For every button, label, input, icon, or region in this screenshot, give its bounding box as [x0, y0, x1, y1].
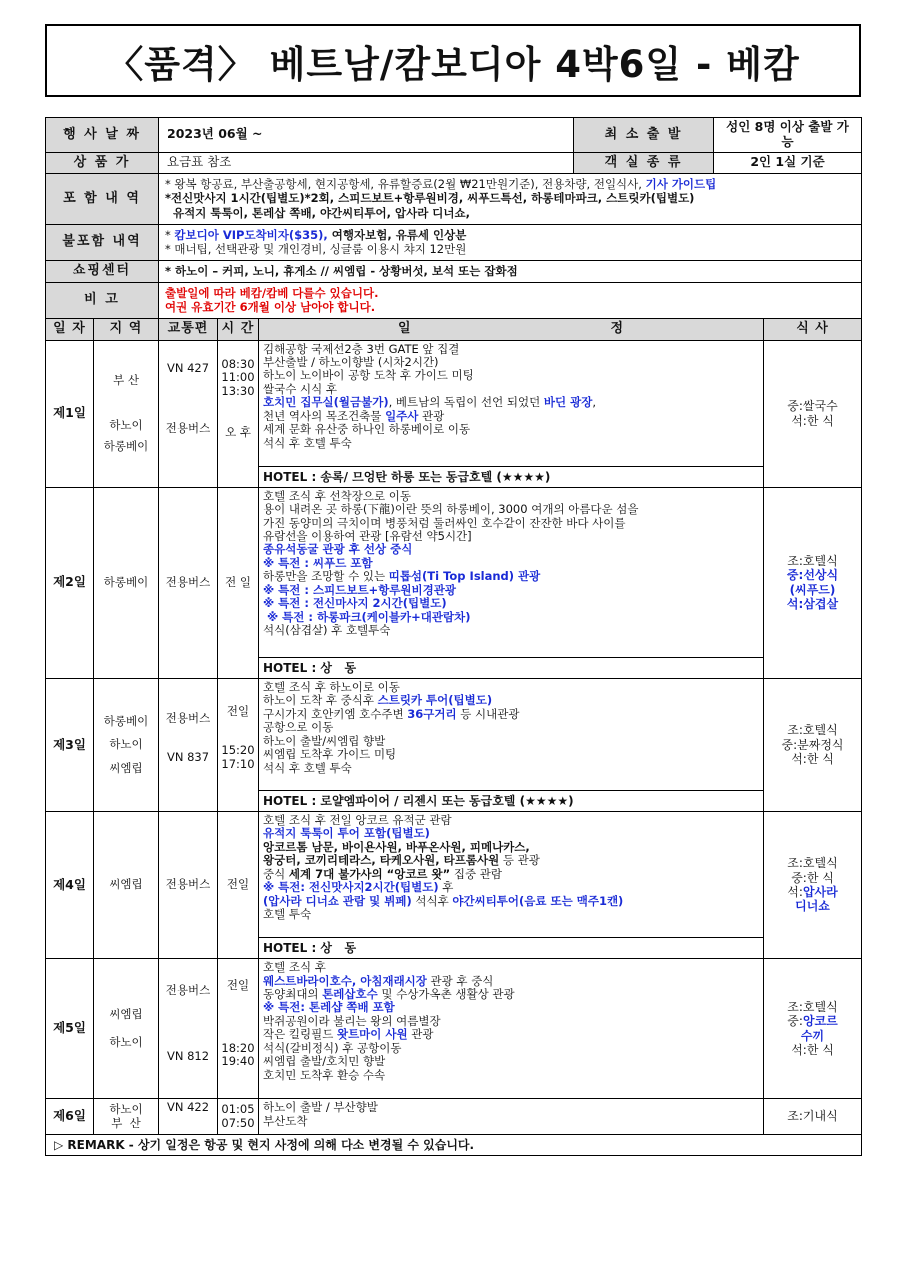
day-label: 제4일 [46, 811, 94, 958]
flight-number: VN 427 [166, 361, 210, 376]
time-cell [218, 678, 259, 811]
shop-label: 쇼핑센터 [46, 260, 159, 282]
day-row-5 [46, 959, 862, 1099]
note-line-1: 출발일에 따라 베캄/캄베 다를수 있습니다. [165, 285, 379, 300]
schedule-line: 용이 내려온 곳 하롱(下龍)이란 뜻의 하롱베이, 3000 여개의 아름다운 섬을 [263, 502, 639, 517]
meal-item: 조:호텔식 [787, 999, 838, 1014]
day-row-3 [46, 678, 862, 790]
info-row-price [46, 152, 862, 173]
meal-item: (씨푸드) [789, 582, 836, 597]
time-value: 13:30 [221, 383, 255, 398]
schedule-line: 석식 후 호텔 투숙 [263, 435, 352, 450]
hotel-line: HOTEL : 상 동 [259, 657, 764, 678]
meal-item: 조:호텔식 [787, 856, 838, 871]
time-value: 19:40 [221, 1054, 255, 1069]
meal-item: 석:삼겹살 [786, 597, 839, 612]
meal-item: 석:한 식 [791, 1043, 834, 1058]
schedule-line: 천년 역사의 목조건축물 일주사 관광 [263, 408, 445, 423]
meal-item: 디너쇼 [795, 899, 830, 914]
schedule-line: ※ 특전 : 전신마사지 2시간(팁별도) [263, 596, 447, 611]
exclude-line-1-a: * [165, 227, 175, 242]
schedule-line: 호텔 조식 후 선착장으로 이동 [263, 488, 411, 503]
transport-cell [159, 340, 218, 487]
include-line-2: *전신맛사지 1시간(팁별도)*2회, 스피드보트+항루원비경, 씨푸드특선, 하롱테마파크, 스트릿카(팁별도) [165, 191, 695, 206]
schedule-cell [259, 340, 764, 466]
schedule-line: 쌀국수 시식 후 [263, 381, 337, 396]
schedule-line: 가진 동양미의 극치이며 병풍처럼 둘러싸인 호수같이 잔잔한 바다 사이를 [263, 515, 626, 530]
shop-value: * 하노이 – 커피, 노니, 휴게소 // 씨엠립 - 상황버섯, 보석 또는 잡화점 [159, 260, 862, 282]
schedule-cell [259, 678, 764, 790]
time-value: 전일 [218, 811, 259, 958]
meal-item: 석:압사라 [787, 885, 838, 900]
hotel-line: HOTEL : 송록/ 므엉탄 하롱 또는 동급호텔 (★★★★) [259, 466, 764, 487]
meal-item: 중:분짜정식 [781, 737, 844, 752]
transport-mode: 전용버스 [165, 710, 211, 725]
meal-cell [764, 487, 862, 678]
meal-item: 석:한 식 [791, 413, 834, 428]
day-label: 제6일 [46, 1099, 94, 1135]
day-row-2 [46, 487, 862, 657]
time-value: 18:20 [221, 1041, 255, 1056]
schedule-line: 씨엠립 도착후 가이드 미팅 [263, 747, 397, 762]
column-header-row [46, 318, 862, 340]
region-name: 하노이 [109, 417, 143, 432]
schedule-line: 하롱만을 조망할 수 있는 띠톱섬(Ti Top Island) 관광 [263, 569, 541, 584]
schedule-line: 부산출발 / 하노이향발 (시차2시간) [263, 354, 439, 369]
col-meal: 식 사 [764, 318, 862, 340]
region-name: 하롱베이 [103, 714, 149, 729]
region-cell [94, 340, 159, 487]
time-value: 15:20 [221, 743, 255, 758]
exclude-label: 불포함 내역 [46, 224, 159, 260]
meal-item: 조:호텔식 [787, 723, 838, 738]
time-cell [218, 1099, 259, 1135]
time-value: 전 일 [218, 487, 259, 678]
day-label: 제5일 [46, 959, 94, 1099]
meal-cell [764, 959, 862, 1099]
note-line-2: 여권 유효기간 6개월 이상 남아야 합니다. [165, 300, 376, 314]
meal-cell [764, 340, 862, 487]
schedule-line: 석식 후 호텔 투숙 [263, 760, 352, 775]
meal-item: 조:기내식 [764, 1099, 862, 1135]
schedule-cell [259, 959, 764, 1099]
meal-cell [764, 678, 862, 811]
meal-item: 수끼 [800, 1028, 825, 1043]
schedule-line: 하노이 출발/씨엠립 향발 [263, 733, 386, 748]
time-value: 01:05 [221, 1102, 255, 1117]
region-name: 씨엠립 [109, 1007, 143, 1022]
room-label: 객 실 종 류 [574, 152, 714, 173]
schedule-line: 호텔 조식 후 전일 앙코르 유적군 관람 [263, 812, 452, 827]
info-row-include [46, 173, 862, 224]
schedule-line: 세계 문화 유산중 하나인 하롱베이로 이동 [263, 422, 471, 437]
col-transport: 교통편 [159, 318, 218, 340]
transport-mode: 전용버스 [159, 487, 218, 678]
schedule-line: 앙코르톰 남문, 바이욘사원, 바푸온사원, 피메나카스, [263, 839, 530, 854]
meal-item: 석:한 식 [791, 752, 834, 767]
schedule-line: 하노이 출발 / 부산향발 [263, 1100, 378, 1115]
schedule-line: 동양최대의 톤레삽호수 및 수상가옥촌 생활상 관광 [263, 987, 515, 1002]
schedule-line: 종유석동굴 관광 후 선상 중식 [263, 542, 413, 557]
schedule-line: ※ 특전 : 하롱파크(케이블카+대관람차) [263, 609, 471, 624]
exclude-list [159, 224, 862, 260]
schedule-line: 호텔 투숙 [263, 907, 312, 922]
meal-item: 중:선상식 [786, 568, 839, 583]
flight-number: VN 422 [159, 1099, 218, 1135]
schedule-line: 씨엠립 출발/호치민 향발 [263, 1054, 386, 1069]
schedule-cell [259, 811, 764, 937]
time-cell [218, 959, 259, 1099]
col-schedule: 일 정 [259, 318, 764, 340]
info-row-note [46, 282, 862, 318]
info-row-shopping [46, 260, 862, 282]
schedule-line: 구시가지 호안키엠 호수주변 36구거리 등 시내관광 [263, 706, 520, 721]
time-value: 07:50 [221, 1115, 255, 1130]
exclude-line-1-b: 여행자보험, 유류세 인상분 [327, 227, 467, 242]
meal-cell [764, 811, 862, 958]
schedule-cell [259, 1099, 764, 1135]
schedule-line: 유적지 툭툭이 투어 포함(팁별도) [263, 826, 430, 841]
hotel-line: HOTEL : 로얄엠파이어 / 리젠시 또는 동급호텔 (★★★★) [259, 790, 764, 811]
region-name: 부 산 [113, 372, 139, 387]
time-value: 오 후 [225, 424, 251, 439]
schedule-line: 박쥐공원이라 불리는 왕의 여름별장 [263, 1013, 441, 1028]
schedule-line: 호치민 집무실(월금불가), 베트남의 독립이 선언 되었던 바딘 광장, [263, 395, 596, 410]
schedule-line: 작은 킬링필드 왓트마이 사원 관광 [263, 1027, 434, 1042]
schedule-cell [259, 487, 764, 657]
region-name: 씨엠립 [109, 760, 143, 775]
day-label: 제1일 [46, 340, 94, 487]
price-value: 요금표 참조 [159, 152, 574, 173]
min-value: 성인 8명 이상 출발 가능 [714, 118, 862, 153]
room-value: 2인 1실 기준 [714, 152, 862, 173]
schedule-line: 유람선을 이용하여 관광 [유람선 약5시간] [263, 529, 472, 544]
page-title: 〈품격〉 베트남/캄보디아 4박6일 - 베캄 [106, 42, 800, 86]
include-line-3: 유적지 툭툭이, 톤레삽 쪽배, 야간씨티투어, 압사라 디너쇼, [173, 205, 471, 220]
col-region: 지 역 [94, 318, 159, 340]
meal-item: 중:한 식 [791, 870, 834, 885]
day-row-6 [46, 1099, 862, 1135]
min-label: 최 소 출 발 [574, 118, 714, 153]
time-value: 전일 [226, 704, 250, 719]
col-time: 시 간 [218, 318, 259, 340]
schedule-line: (압사라 디너쇼 관람 및 뷔페) 석식후 야간씨티투어(음료 또는 맥주1캔) [263, 893, 624, 908]
region-cell [94, 1099, 159, 1135]
time-value: 17:10 [221, 756, 255, 771]
schedule-line: 석식(갈비정식) 후 공항이동 [263, 1040, 402, 1055]
date-label: 행 사 날 짜 [46, 118, 159, 153]
region-name: 하노이 [109, 737, 143, 752]
day-label: 제2일 [46, 487, 94, 678]
price-label: 상 품 가 [46, 152, 159, 173]
day-row-1 [46, 340, 862, 466]
day-label: 제3일 [46, 678, 94, 811]
schedule-line: 호치민 도착후 환승 수속 [263, 1067, 386, 1082]
transport-cell [159, 678, 218, 811]
region-cell [94, 678, 159, 811]
hotel-line: HOTEL : 상 동 [259, 937, 764, 958]
region-name: 씨엠립 [94, 811, 159, 958]
transport-mode: 전용버스 [165, 983, 211, 998]
region-name: 하노이 [109, 1102, 143, 1117]
title-box [45, 24, 861, 97]
note-list [159, 282, 862, 318]
schedule-line: 왕궁터, 코끼리테라스, 타케오사원, 타프롬사원 등 관광 [263, 853, 540, 868]
col-day: 일 자 [46, 318, 94, 340]
time-cell [218, 340, 259, 487]
meal-item: 중:쌀국수 [787, 399, 838, 414]
include-label: 포 함 내 역 [46, 173, 159, 224]
schedule-line: ※ 특전 : 스피드보트+항루원비경관광 [263, 582, 456, 597]
meal-item: 중:앙코르 [787, 1014, 838, 1029]
schedule-line: ※ 특전: 톤레샵 쪽배 포함 [263, 1000, 395, 1015]
schedule-line: 호텔 조식 후 하노이로 이동 [263, 679, 400, 694]
include-list [159, 173, 862, 224]
remark-row [46, 1135, 862, 1156]
time-value: 11:00 [221, 370, 255, 385]
time-value: 08:30 [221, 357, 255, 372]
note-label: 비 고 [46, 282, 159, 318]
schedule-line: 석식(삼겹살) 후 호텔투숙 [263, 623, 391, 638]
schedule-line: ※ 특전 : 씨푸드 포함 [263, 555, 373, 570]
schedule-line: 부산도착 [263, 1113, 308, 1128]
info-row-exclude [46, 224, 862, 260]
meal-item: 조:호텔식 [787, 553, 838, 568]
region-name: 부 산 [111, 1115, 141, 1130]
itinerary-table [45, 117, 862, 1156]
include-line-1-highlight: 기사 가이드팁 [645, 176, 717, 191]
day-row-4 [46, 811, 862, 937]
schedule-line: 하노이 도착 후 중식후 스트릿카 투어(팁별도) [263, 693, 493, 708]
remark-text: ▷ REMARK - 상기 일정은 항공 및 현지 사정에 의해 다소 변경될 수 있습니다. [46, 1135, 862, 1156]
region-cell [94, 959, 159, 1099]
transport-mode: 전용버스 [159, 811, 218, 958]
flight-number: VN 837 [166, 749, 210, 764]
exclude-line-2: * 매너팁, 선택관광 및 개인경비, 싱글룸 이용시 챠지 12만원 [165, 242, 467, 256]
include-line-1: * 왕복 항공료, 부산출공항세, 현지공항세, 유류할증료(2월 ₩21만원기준), 전용차량, 전일식사, [165, 176, 646, 191]
date-value: 2023년 06월 ~ [159, 118, 574, 153]
schedule-line: ※ 특전: 전신맛사지2시간(팁별도) 후 [263, 880, 454, 895]
schedule-line: 하노이 노이바이 공항 도착 후 가이드 미팅 [263, 368, 474, 383]
transport-mode: 전용버스 [165, 420, 211, 435]
flight-number: VN 812 [166, 1048, 210, 1063]
schedule-line: 중식 세계 7대 불가사의 “앙코르 왓” 집중 관람 [263, 866, 502, 881]
schedule-line: 호텔 조식 후 [263, 960, 326, 975]
info-row-date [46, 118, 862, 153]
region-name: 하롱베이 [103, 439, 149, 454]
schedule-line: 웨스트바라이호수, 아침재래시장 관광 후 중식 [263, 973, 494, 988]
region-name: 하롱베이 [94, 487, 159, 678]
exclude-line-1-highlight: 캄보디아 VIP도착비자($35), [174, 227, 328, 242]
time-value: 전일 [226, 977, 250, 992]
transport-cell [159, 959, 218, 1099]
region-name: 하노이 [109, 1034, 143, 1049]
schedule-line: 김해공항 국제선2층 3번 GATE 앞 집결 [263, 341, 460, 356]
schedule-line: 공항으로 이동 [263, 720, 334, 735]
